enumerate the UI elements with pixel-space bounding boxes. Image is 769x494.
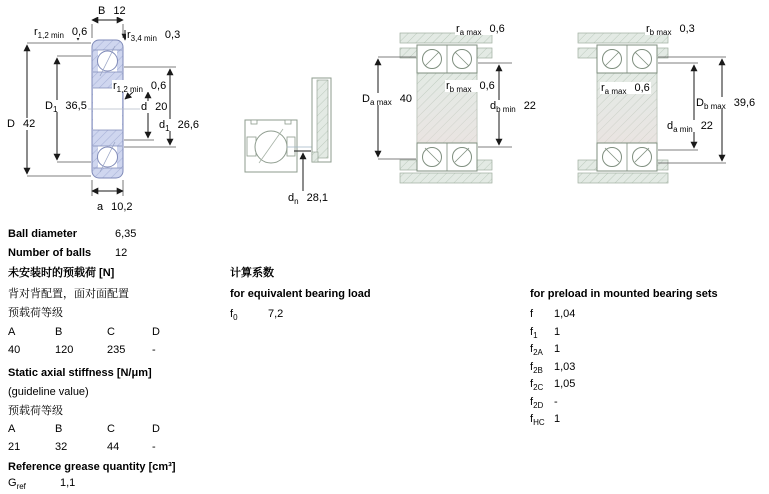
preload-col-b: B bbox=[55, 326, 63, 338]
dim-r12-top: $r_{1,2 min}$ 0,6 bbox=[34, 26, 88, 41]
stiffness-col-c: C bbox=[107, 423, 115, 435]
dim-d1: $d_1$ 26,6 bbox=[159, 119, 199, 134]
calc-factors-title: 计算系数 bbox=[230, 267, 274, 279]
equiv-load-title: for equivalent bearing load bbox=[230, 288, 371, 300]
dim-da: $d_{a min}$ 22 bbox=[667, 120, 713, 135]
preload-col-a: A bbox=[8, 326, 16, 338]
factor-f2c-label: $f_{2C}$ bbox=[530, 378, 544, 393]
preload-val-d: - bbox=[152, 344, 156, 356]
dim-rb-right: $r_{b max}$ 0,3 bbox=[646, 23, 695, 38]
stiffness-col-a: A bbox=[8, 423, 16, 435]
stiffness-val-b: 32 bbox=[55, 441, 68, 453]
f0-label: $f_0$ bbox=[230, 308, 238, 323]
ball-diameter-value: 6,35 bbox=[115, 228, 137, 240]
stiffness-col-d: D bbox=[152, 423, 160, 435]
stiffness-class-label: 预载荷等级 bbox=[8, 405, 63, 417]
f0-value: 7,2 bbox=[268, 308, 284, 320]
stiffness-guideline-text: (guideline value) bbox=[8, 386, 89, 398]
factor-f2b-label: $f_{2B}$ bbox=[530, 361, 543, 376]
grease-section-title: Reference grease quantity [cm³] bbox=[8, 461, 176, 473]
preload-col-d: D bbox=[152, 326, 160, 338]
dim-D1: $D_1$ 36,5 bbox=[45, 100, 87, 115]
dim-r12-inner: $r_{1,2 min}$ 0,6 bbox=[113, 80, 167, 95]
grease-ref-label: $G_{ref}$ bbox=[8, 477, 26, 492]
ball-diameter-label: Ball diameter bbox=[8, 228, 78, 240]
factor-f-value: 1,04 bbox=[554, 308, 576, 320]
number-of-balls-value: 12 bbox=[115, 247, 128, 259]
stiffness-section-title: Static axial stiffness [N/μm] bbox=[8, 367, 152, 379]
factor-f2c-value: 1,05 bbox=[554, 378, 576, 390]
preload-val-a: 40 bbox=[8, 344, 21, 356]
stiffness-val-c: 44 bbox=[107, 441, 120, 453]
factor-f2b-value: 1,03 bbox=[554, 361, 576, 373]
number-of-balls-label: Number of balls bbox=[8, 247, 92, 259]
factor-f2d-value: - bbox=[554, 396, 558, 408]
dim-Db: $D_{b max}$ 39,6 bbox=[696, 97, 756, 112]
preload-val-b: 120 bbox=[55, 344, 74, 356]
grease-ref-value: 1,1 bbox=[60, 477, 76, 489]
factor-f2d-label: $f_{2D}$ bbox=[530, 396, 544, 411]
preload-col-c: C bbox=[107, 326, 115, 338]
bearing-with-spacer-drawing bbox=[245, 78, 331, 191]
factor-f2a-label: $f_{2A}$ bbox=[530, 343, 543, 358]
dim-B: B 12 bbox=[98, 5, 126, 17]
stiffness-col-b: B bbox=[55, 423, 63, 435]
dim-r34: $r_{3,4 min}$ 0,3 bbox=[127, 29, 181, 44]
dim-ra-left: $r_{a max}$ 0,6 bbox=[456, 23, 505, 38]
preload-arrangement-text: 背对背配置，面对面配置 bbox=[8, 288, 129, 300]
dim-dn: $d_n$ 28,1 bbox=[288, 192, 328, 207]
dim-rb-left: $r_{b max}$ 0,6 bbox=[446, 80, 495, 95]
preload-val-c: 235 bbox=[107, 344, 126, 356]
dim-D: D 42 bbox=[7, 118, 36, 130]
stiffness-val-d: - bbox=[152, 441, 156, 453]
factor-f-label: f bbox=[530, 308, 534, 320]
dim-d: d 20 bbox=[141, 101, 168, 113]
factor-f2a-value: 1 bbox=[554, 343, 561, 355]
dim-a: a 10,2 bbox=[97, 201, 133, 213]
stiffness-val-a: 21 bbox=[8, 441, 21, 453]
factor-f1-value: 1 bbox=[554, 326, 561, 338]
dim-ra-right: $r_{a max}$ 0,6 bbox=[601, 82, 650, 97]
dim-db: $d_{b min}$ 22 bbox=[490, 100, 536, 115]
preload-section-title: 未安装时的预载荷 [N] bbox=[8, 267, 115, 279]
factor-fhc-label: $f_{HC}$ bbox=[530, 413, 545, 428]
dim-Da: $D_{a max}$ 40 bbox=[362, 93, 412, 108]
factor-f1-label: $f_1$ bbox=[530, 326, 538, 341]
preload-class-label: 预载荷等级 bbox=[8, 307, 63, 319]
preload-factors-title: for preload in mounted bearing sets bbox=[530, 288, 718, 300]
factor-fhc-value: 1 bbox=[554, 413, 561, 425]
